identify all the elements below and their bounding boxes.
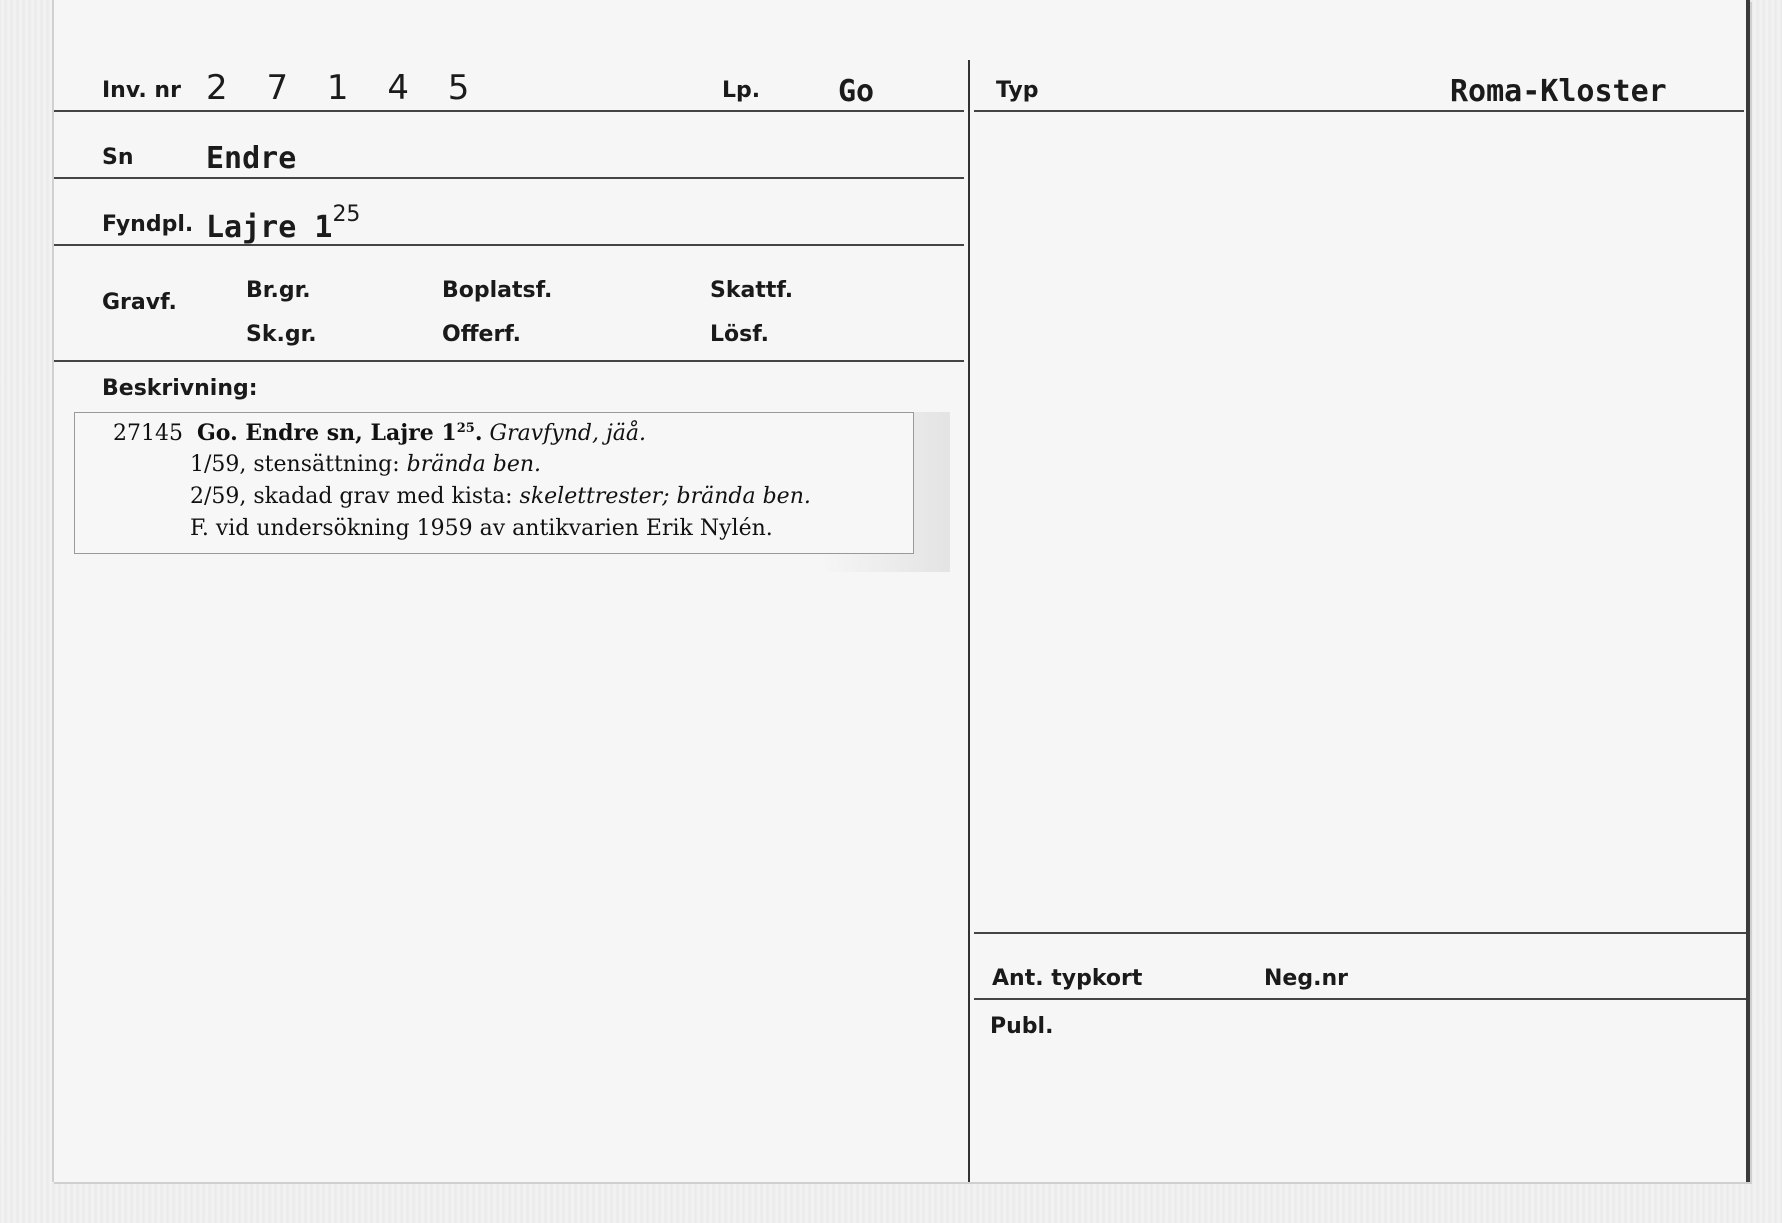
catalog-card bbox=[52, 0, 1750, 1182]
description-find-type: Gravfynd, jäå. bbox=[489, 421, 646, 446]
rule-typkort-top bbox=[974, 932, 1746, 934]
br-gr-label: Br.gr. bbox=[246, 278, 311, 303]
inv-nr-value: 2 7 1 4 5 bbox=[206, 68, 484, 108]
fyndpl-value bbox=[206, 202, 361, 245]
description-line-2-text: 1/59, stensättning: bbox=[190, 452, 400, 477]
description-heading-superscript: 25 bbox=[456, 421, 475, 436]
sk-gr-label: Sk.gr. bbox=[246, 322, 317, 347]
column-divider bbox=[968, 60, 970, 1182]
rule-typkort-bottom bbox=[974, 998, 1746, 1000]
beskrivning-label: Beskrivning: bbox=[102, 376, 258, 401]
offerf-label: Offerf. bbox=[442, 322, 522, 347]
lp-label: Lp. bbox=[722, 78, 761, 103]
losf-label: Lösf. bbox=[710, 322, 769, 347]
description-heading-dot: . bbox=[474, 420, 483, 446]
publ-label: Publ. bbox=[990, 1014, 1054, 1039]
description-line-4 bbox=[190, 516, 773, 541]
lp-value: Go bbox=[838, 74, 875, 109]
sn-value: Endre bbox=[206, 141, 297, 176]
fyndpl-superscript: 25 bbox=[332, 202, 361, 227]
description-line-1 bbox=[113, 420, 646, 446]
rule-findtypes bbox=[54, 360, 964, 362]
description-line-2-italic: brända ben. bbox=[406, 452, 542, 477]
fyndpl-text: Lajre 1 bbox=[206, 210, 333, 245]
rule-typ bbox=[974, 110, 1744, 112]
sn-label: Sn bbox=[102, 145, 134, 170]
rule-inv bbox=[54, 110, 964, 112]
description-line-3-italic: skelettrester; brända ben. bbox=[519, 484, 811, 509]
typ-label: Typ bbox=[996, 78, 1039, 103]
rule-sn bbox=[54, 177, 964, 179]
gravf-label: Gravf. bbox=[102, 290, 177, 315]
description-heading: Go. Endre sn, Lajre 1 bbox=[197, 420, 457, 446]
description-number: 27145 bbox=[113, 421, 183, 446]
fyndpl-label: Fyndpl. bbox=[102, 212, 194, 237]
neg-nr-label: Neg.nr bbox=[1264, 966, 1348, 991]
description-line-4-text: F. vid undersökning 1959 av antikvarien Erik Nylén. bbox=[190, 516, 773, 541]
description-line-3-text: 2/59, skadad grav med kista: bbox=[190, 484, 513, 509]
description-line-3 bbox=[190, 484, 811, 509]
skattf-label: Skattf. bbox=[710, 278, 794, 303]
ant-typkort-label: Ant. typkort bbox=[992, 966, 1143, 991]
typ-value: Roma-Kloster bbox=[1450, 74, 1667, 109]
description-line-2 bbox=[190, 452, 541, 477]
inv-nr-label: Inv. nr bbox=[102, 78, 181, 103]
rule-fyndpl bbox=[54, 244, 964, 246]
boplatsf-label: Boplatsf. bbox=[442, 278, 553, 303]
